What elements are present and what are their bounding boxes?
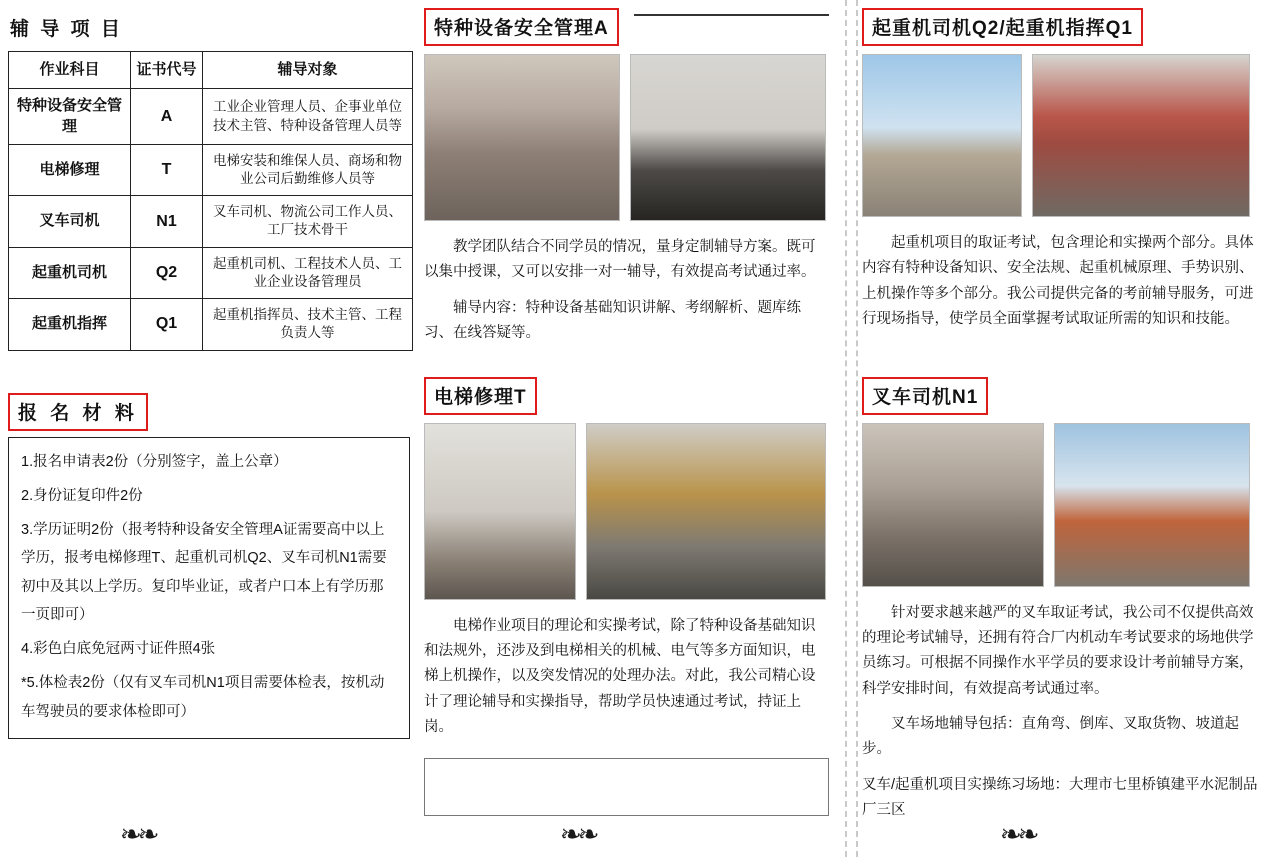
- registration-materials-box: [8, 437, 410, 739]
- table-header-row: [9, 52, 413, 89]
- material-item: 3.学历证明2份（报考特种设备安全管理A证需要高中以上学历，报考电梯修理T、起重机司机Q2、叉车司机N1需要初中及其以上学历。复印毕业证，或者户口本上有学历那一页即可）: [21, 522, 387, 623]
- right-heading-row-2: [862, 377, 1262, 413]
- table-row: [9, 196, 413, 247]
- courses-table: [8, 51, 413, 351]
- section-title-tutoring-programs: 辅 导 项 目: [10, 19, 123, 40]
- middle-column: [424, 0, 829, 816]
- elevator-traction-machine-photo: [586, 423, 826, 600]
- right-column: [862, 0, 1262, 834]
- paragraph: 电梯作业项目的理论和实操考试，除了特种设备基础知识和法规外，还涉及到电梯相关的机械、电气等多方面知识，电梯上机操作，以及突发情况的处理办法。对此，我公司精心设计了理论辅导和实操指导，帮助学员快速通过考试，持证上岗。: [424, 617, 816, 735]
- ornament-middle: ❧❧: [560, 820, 596, 850]
- cell-subject: 叉车司机: [9, 196, 131, 247]
- cell-subject: 起重机司机: [9, 247, 131, 298]
- middle-heading-row-1: [424, 8, 829, 44]
- table-row: [9, 89, 413, 145]
- body-text-elevator: [424, 614, 829, 741]
- photo-row-special-equipment: [424, 54, 829, 221]
- material-item: 4.彩色白底免冠两寸证件照4张: [21, 641, 216, 658]
- column-header-subject: 作业科目: [9, 52, 131, 89]
- material-item: *5.体检表2份（仅有叉车司机N1项目需要体检表，按机动车驾驶员的要求体检即可）: [21, 675, 385, 720]
- cell-code: T: [131, 144, 203, 195]
- right-heading-row-1: [862, 8, 1262, 44]
- material-item: 2.身份证复印件2份: [21, 487, 143, 504]
- cell-code: Q1: [131, 299, 203, 350]
- blank-framed-box: [424, 758, 829, 816]
- material-item: 1.报名申请表2份（分别签字，盖上公章）: [21, 453, 288, 470]
- cell-subject: 特种设备安全管理: [9, 89, 131, 145]
- section-title-special-equipment-safety: 特种设备安全管理A: [424, 8, 619, 46]
- body-text-special-equipment: [424, 235, 829, 347]
- middle-heading-row-2: [424, 377, 829, 413]
- paragraph: 叉车场地辅导包括：直角弯、倒库、叉取货物、坡道起步。: [862, 716, 1239, 758]
- section-title-crane-operator-commander: 起重机司机Q2/起重机指挥Q1: [862, 8, 1143, 46]
- photo-row-elevator: [424, 423, 829, 600]
- fold-line-left: [845, 0, 847, 857]
- forklift-training-ground-photo: [1054, 423, 1250, 587]
- cell-code: Q2: [131, 247, 203, 298]
- ornament-right: ❧❧: [1000, 820, 1036, 850]
- section-title-elevator-repair: 电梯修理T: [424, 377, 537, 415]
- section-title-registration-materials: 报 名 材 料: [8, 393, 148, 431]
- classroom-training-photo: [424, 54, 620, 221]
- body-text-forklift: [862, 601, 1262, 824]
- left-column: [8, 0, 416, 739]
- table-row: [9, 299, 413, 350]
- cell-target: 起重机指挥员、技术主管、工程负责人等: [203, 299, 413, 350]
- classroom-lecture-photo: [862, 423, 1044, 587]
- cell-subject: 起重机指挥: [9, 299, 131, 350]
- photo-row-crane: [862, 54, 1262, 217]
- table-row: [9, 247, 413, 298]
- tower-crane-photo: [862, 54, 1022, 217]
- column-header-target: 辅导对象: [203, 52, 413, 89]
- cell-target: 叉车司机、物流公司工作人员、工厂技术骨干: [203, 196, 413, 247]
- cell-target: 工业企业管理人员、企事业单位技术主管、特种设备管理人员等: [203, 89, 413, 145]
- cell-code: A: [131, 89, 203, 145]
- column-header-code: 证书代号: [131, 52, 203, 89]
- paragraph: 叉车/起重机项目实操练习场地：大理市七里桥镇建平水泥制品厂三区: [862, 776, 1258, 819]
- heading-rule: [634, 14, 829, 16]
- fold-line-right: [856, 0, 858, 857]
- paragraph: 教学团队结合不同学员的情况，量身定制辅导方案。既可以集中授课，又可以安排一对一辅导，有效提高考试通过率。: [424, 239, 816, 281]
- section-title-registration-materials-wrap: [8, 393, 416, 431]
- elevator-machine-room-photo: [424, 423, 576, 600]
- cell-code: N1: [131, 196, 203, 247]
- body-text-crane: [862, 231, 1262, 333]
- cell-target: 起重机司机、工程技术人员、工业企业设备管理员: [203, 247, 413, 298]
- photo-row-forklift: [862, 423, 1262, 587]
- cell-subject: 电梯修理: [9, 144, 131, 195]
- ornament-left: ❧❧: [120, 820, 156, 850]
- paragraph: 辅导内容：特种设备基础知识讲解、考纲解析、题库练习、在线答疑等。: [424, 299, 801, 342]
- section-title-forklift-driver: 叉车司机N1: [862, 377, 988, 415]
- overhead-crane-workshop-photo: [1032, 54, 1250, 217]
- paragraph: 起重机项目的取证考试，包含理论和实操两个部分。具体内容有特种设备知识、安全法规、起重机械原理、手势识别、上机操作等多个部分。我公司提供完备的考前辅导服务，可进行现场指导，使学员全面掌握考试取证所需的知识和技能。: [862, 235, 1254, 328]
- paragraph: 针对要求越来越严的叉车取证考试，我公司不仅提供高效的理论考试辅导，还拥有符合厂内机动车考试要求的场地供学员练习。可根据不同操作水平学员的要求设计考前辅导方案，科学安排时间，有效提高考试通过率。: [862, 604, 1254, 697]
- table-row: [9, 144, 413, 195]
- cell-target: 电梯安装和维保人员、商场和物业公司后勤维修人员等: [203, 144, 413, 195]
- laptop-online-class-photo: [630, 54, 826, 221]
